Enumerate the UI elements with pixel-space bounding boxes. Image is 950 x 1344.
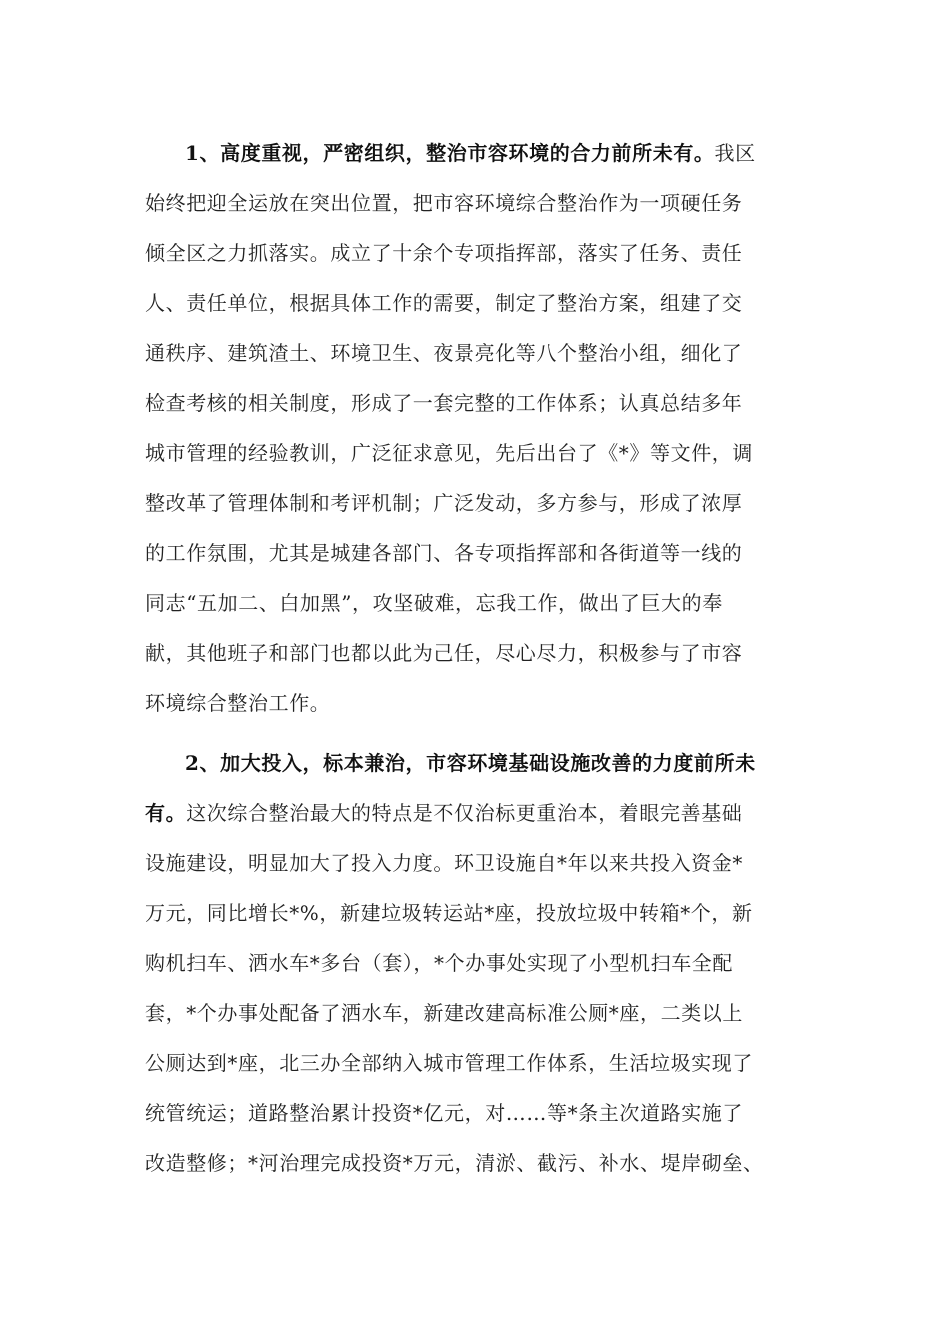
paragraph-1-line-8: 整改革了管理体制和考评机制；广泛发动，多方参与，形成了浓厚 xyxy=(145,491,743,515)
paragraph-2-line-8: 统管统运；道路整治累计投资*亿元，对……等*条主次道路实施了 xyxy=(145,1101,743,1125)
paragraph-1-line-5: 通秩序、建筑渣土、环境卫生、夜景亮化等八个整治小组，细化了 xyxy=(145,341,743,365)
paragraph-1-line-2: 始终把迎全运放在突出位置，把市容环境综合整治作为一项硬任务 xyxy=(145,191,743,215)
paragraph-2-line-2 xyxy=(145,798,835,828)
paragraph-2-line-7: 公厕达到*座，北三办全部纳入城市管理工作体系，生活垃圾实现了 xyxy=(145,1051,753,1075)
paragraph-2-heading: 2、加大投入，标本兼治，市容环境基础设施改善的力度前所未 xyxy=(185,751,756,775)
paragraph-1-line-10: 同志“五加二、白加黑”，攻坚破难，忘我工作，做出了巨大的奉 xyxy=(145,591,723,615)
paragraph-2-text: 这次综合整治最大的特点是不仅治标更重治本，着眼完善基础 xyxy=(186,801,743,825)
paragraph-2-line-3: 设施建设，明显加大了投入力度。环卫设施自*年以来共投入资金* xyxy=(145,851,743,875)
paragraph-2-line-1 xyxy=(185,748,875,778)
paragraph-1-line-1 xyxy=(185,138,875,168)
paragraph-1-line-9: 的工作氛围，尤其是城建各部门、各专项指挥部和各街道等一线的 xyxy=(145,541,743,565)
paragraph-1-line-11: 献，其他班子和部门也都以此为己任，尽心尽力，积极参与了市容 xyxy=(145,641,743,665)
paragraph-1-line-7: 城市管理的经验教训，广泛征求意见，先后出台了《*》等文件，调 xyxy=(145,441,753,465)
paragraph-2-line-5: 购机扫车、洒水车*多台（套），*个办事处实现了小型机扫车全配 xyxy=(145,951,733,975)
paragraph-1-line-4: 人、责任单位，根据具体工作的需要，制定了整治方案，组建了交 xyxy=(145,291,743,315)
paragraph-1-line-6: 检查考核的相关制度，形成了一套完整的工作体系；认真总结多年 xyxy=(145,391,743,415)
paragraph-2-line-6: 套，*个办事处配备了洒水车，新建改建高标准公厕*座，二类以上 xyxy=(145,1001,743,1025)
paragraph-2-line-9: 改造整修；*河治理完成投资*万元，清淤、截污、补水、堤岸砌垒、 xyxy=(145,1151,764,1175)
paragraph-1-line-3: 倾全区之力抓落实。成立了十余个专项指挥部，落实了任务、责任 xyxy=(145,241,743,265)
paragraph-1-line-12: 环境综合整治工作。 xyxy=(145,691,331,715)
paragraph-1-text: 我区 xyxy=(714,141,756,165)
paragraph-2-line-4: 万元，同比增长*%，新建垃圾转运站*座，投放垃圾中转箱*个，新 xyxy=(145,901,753,925)
paragraph-2-heading-end: 有。 xyxy=(145,801,187,825)
paragraph-1-heading: 1、高度重视，严密组织，整治市容环境的合力前所未有。 xyxy=(185,141,715,165)
